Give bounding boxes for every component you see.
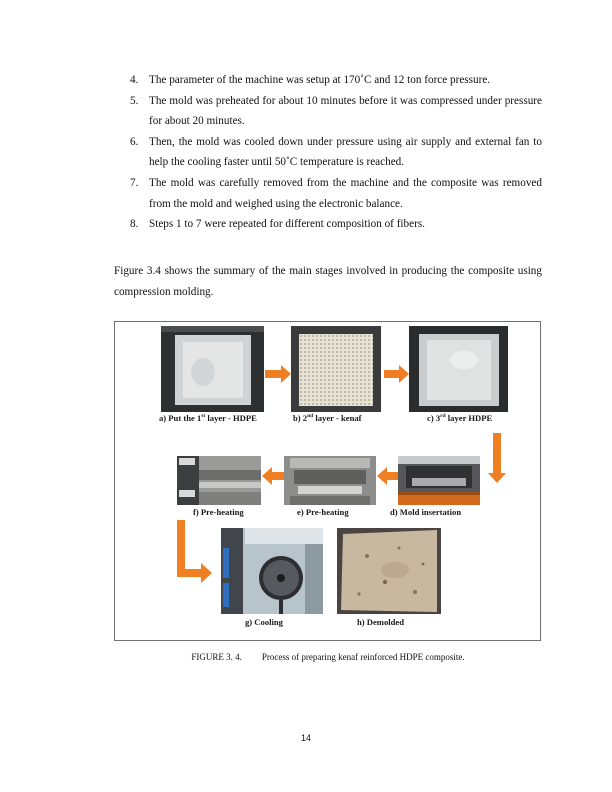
mold-insertion-photo bbox=[398, 456, 480, 505]
step-text: The mold was carefully removed from the machine and the composite was removed from the mold and weighed using the electronic balance. bbox=[149, 176, 542, 210]
panel-label-b bbox=[293, 413, 362, 423]
hdpe-layer-mold-photo bbox=[161, 326, 264, 412]
photo-panel-h bbox=[337, 528, 441, 614]
label-c-post: layer HDPE bbox=[445, 413, 493, 423]
photo-panel-d bbox=[398, 456, 480, 505]
label-a-sup: st bbox=[201, 413, 206, 420]
body-paragraph: Figure 3.4 shows the summary of the main stages involved in producing the composite using compression molding. bbox=[114, 265, 542, 298]
panel-label-c bbox=[427, 413, 492, 423]
step-item bbox=[114, 70, 542, 91]
arrow-d-to-e bbox=[377, 467, 400, 485]
procedure-steps bbox=[114, 70, 542, 235]
step-text: Then, the mold was cooled down under pressure using air supply and external fan to help the cooling faster until 50˚C temperature is reached. bbox=[149, 135, 542, 169]
arrow-a-to-b bbox=[265, 365, 291, 383]
step-number: 5. bbox=[130, 94, 139, 107]
step-number: 8. bbox=[130, 218, 139, 231]
panel-label-h: h) Demolded bbox=[357, 617, 405, 627]
step-text: Steps 1 to 7 were repeated for different composition of fibers. bbox=[149, 218, 425, 231]
label-a-post: layer - HDPE bbox=[205, 413, 257, 423]
panel-label-a bbox=[159, 413, 257, 423]
label-b-post: layer - kenaf bbox=[313, 413, 362, 423]
panel-label-f: f) Pre-heating bbox=[193, 507, 244, 517]
press-preheat-photo-left bbox=[177, 456, 261, 505]
figure-caption bbox=[114, 652, 542, 662]
photo-panel-a bbox=[161, 326, 264, 412]
figure-frame bbox=[114, 321, 541, 641]
step-text: The parameter of the machine was setup at 170˚C and 12 ton force pressure. bbox=[149, 74, 491, 86]
step-item bbox=[114, 173, 542, 214]
photo-panel-g bbox=[221, 528, 323, 614]
page-number: 14 bbox=[300, 733, 311, 743]
photo-panel-c bbox=[409, 326, 508, 412]
cooling-fan-photo bbox=[221, 528, 323, 614]
label-c-pre: c) 3 bbox=[427, 413, 441, 423]
step-number: 6. bbox=[130, 135, 139, 148]
step-item bbox=[114, 214, 542, 235]
press-preheat-photo-middle bbox=[284, 456, 376, 505]
caption-number: FIGURE 3. 4. bbox=[191, 652, 242, 662]
step-item bbox=[114, 132, 542, 173]
arrow-f-to-g bbox=[177, 520, 212, 583]
caption-text: Process of preparing kenaf reinforced HDPE composite. bbox=[261, 652, 465, 662]
label-a-pre: a) Put the 1 bbox=[159, 413, 202, 423]
label-b-sup: nd bbox=[307, 413, 314, 420]
label-b-pre: b) 2 bbox=[293, 413, 308, 423]
panel-label-d: d) Mold insertation bbox=[390, 507, 462, 517]
hdpe-top-layer-photo bbox=[409, 326, 508, 412]
photo-panel-e bbox=[284, 456, 376, 505]
step-item bbox=[114, 91, 542, 132]
step-number: 7. bbox=[130, 176, 139, 189]
panel-label-g: g) Cooling bbox=[245, 617, 283, 627]
panel-label-e: e) Pre-heating bbox=[297, 507, 349, 517]
photo-panel-b bbox=[291, 326, 381, 412]
photo-panel-f bbox=[177, 456, 261, 505]
kenaf-mat-photo bbox=[291, 326, 381, 412]
arrow-c-to-d bbox=[488, 433, 506, 483]
step-text: The mold was preheated for about 10 minutes before it was compressed under pressure for about 20 minutes. bbox=[149, 94, 542, 128]
arrow-b-to-c bbox=[384, 365, 409, 383]
step-number: 4. bbox=[130, 74, 139, 86]
label-c-sup: rd bbox=[440, 413, 446, 420]
arrow-e-to-f bbox=[262, 467, 285, 485]
demolded-composite-photo bbox=[337, 528, 441, 614]
